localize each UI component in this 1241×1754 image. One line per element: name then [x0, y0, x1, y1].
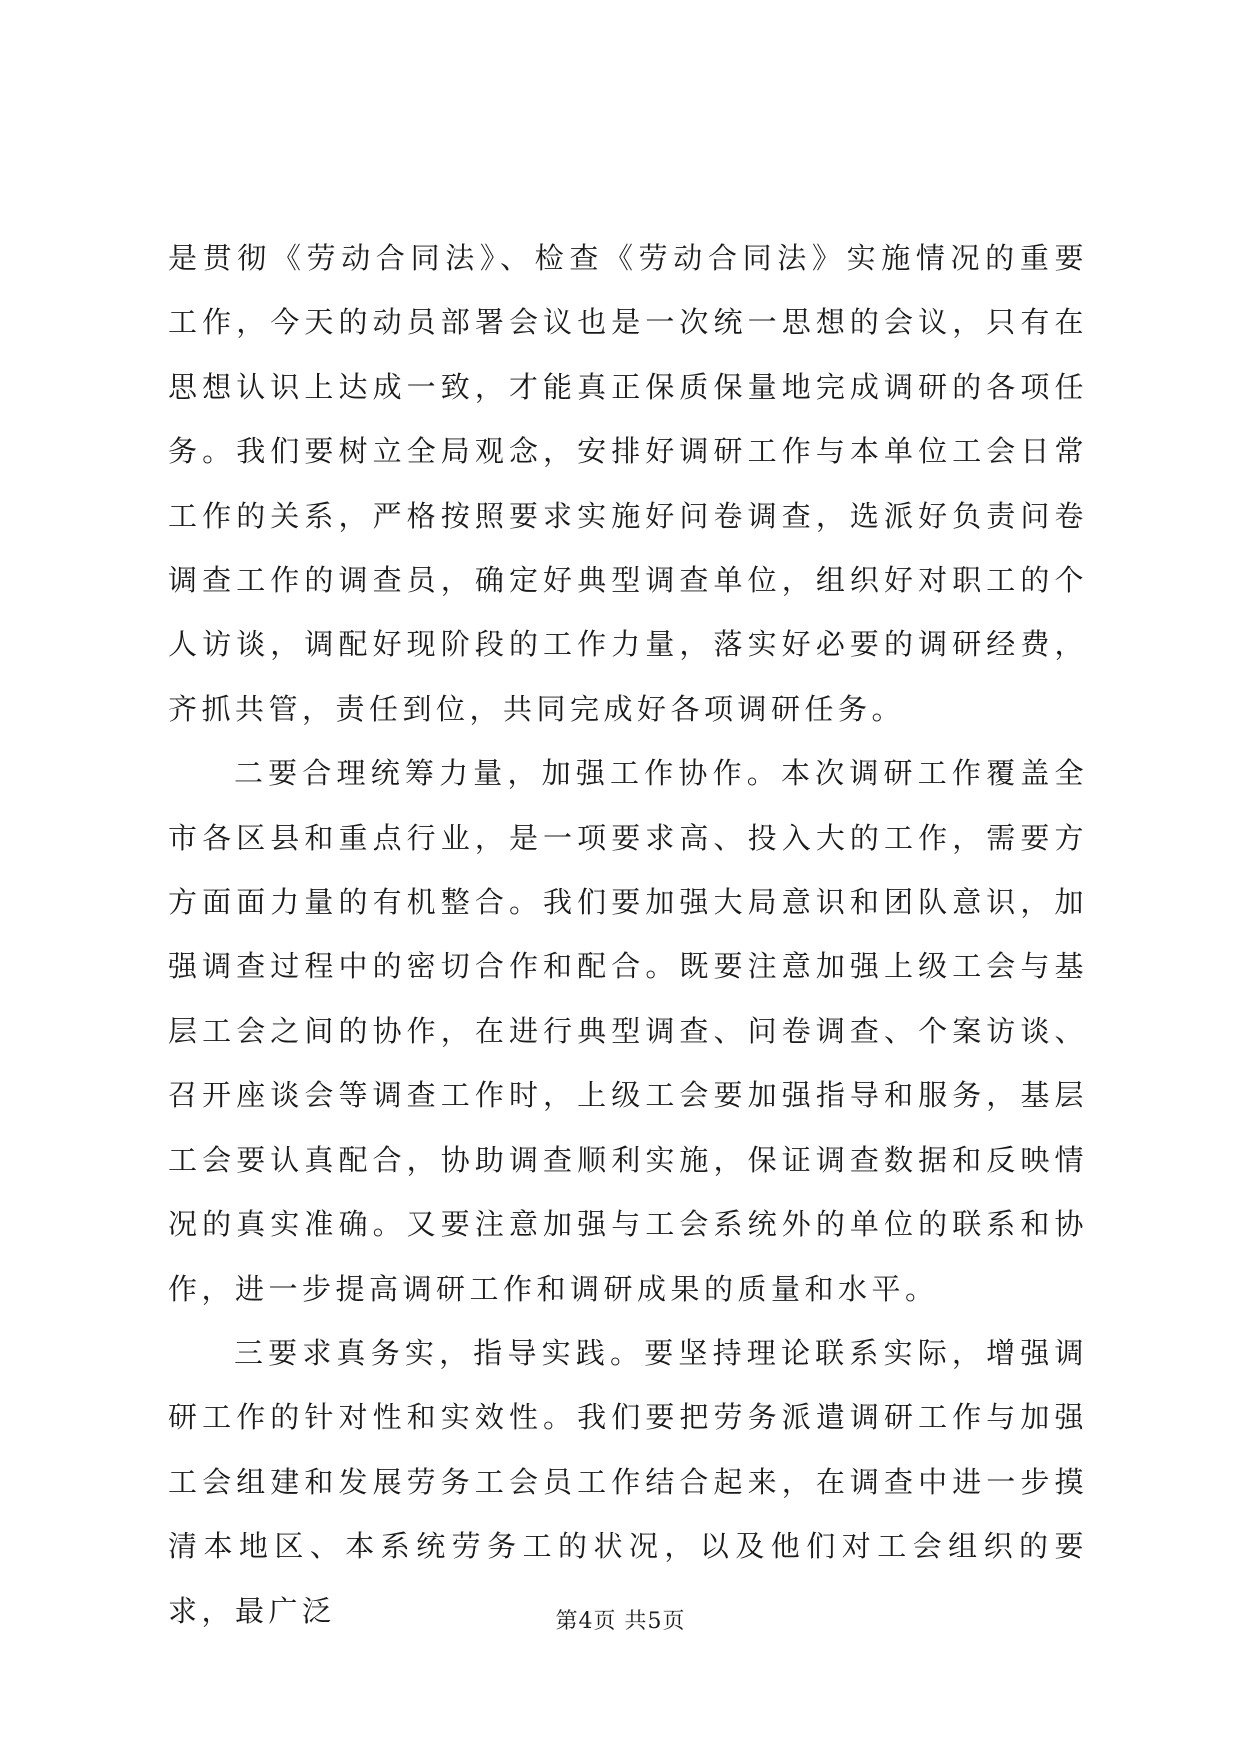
- paragraph-1: 是贯彻《劳动合同法》、检查《劳动合同法》实施情况的重要工作，今天的动员部署会议也是一次统一思想的会议，只有在思想认识上达成一致，才能真正保质保量地完成调研的各项任务。我们要树立全局观念，安排好调研工作与本单位工会日常工作的关系，严格按照要求实施好问卷调查，选派好负责问卷调查工作的调查员，确定好典型调查单位，组织好对职工的个人访谈，调配好现阶段的工作力量，落实好必要的调研经费，齐抓共管，责任到位，共同完成好各项调研任务。: [168, 241, 1088, 726]
- paragraph-3: 三要求真务实，指导实践。要坚持理论联系实际，增强调研工作的针对性和实效性。我们要把劳务派遣调研工作与加强工会组建和发展劳务工会员工作结合起来，在调查中进一步摸清本地区、本系统劳务工的状况，以及他们对工会组织的要求，最广泛: [168, 1335, 1088, 1628]
- page-footer: 第4页 共5页: [555, 1609, 686, 1634]
- document-body: [168, 226, 1088, 1643]
- paragraph-2: 二要合理统筹力量，加强工作协作。本次调研工作覆盖全市各区县和重点行业，是一项要求高、投入大的工作，需要方方面面力量的有机整合。我们要加强大局意识和团队意识，加强调查过程中的密切合作和配合。既要注意加强上级工会与基层工会之间的协作，在进行典型调查、问卷调查、个案访谈、召开座谈会等调查工作时，上级工会要加强指导和服务，基层工会要认真配合，协助调查顺利实施，保证调查数据和反映情况的真实准确。又要注意加强与工会系统外的单位的联系和协作，进一步提高调研工作和调研成果的质量和水平。: [168, 756, 1088, 1306]
